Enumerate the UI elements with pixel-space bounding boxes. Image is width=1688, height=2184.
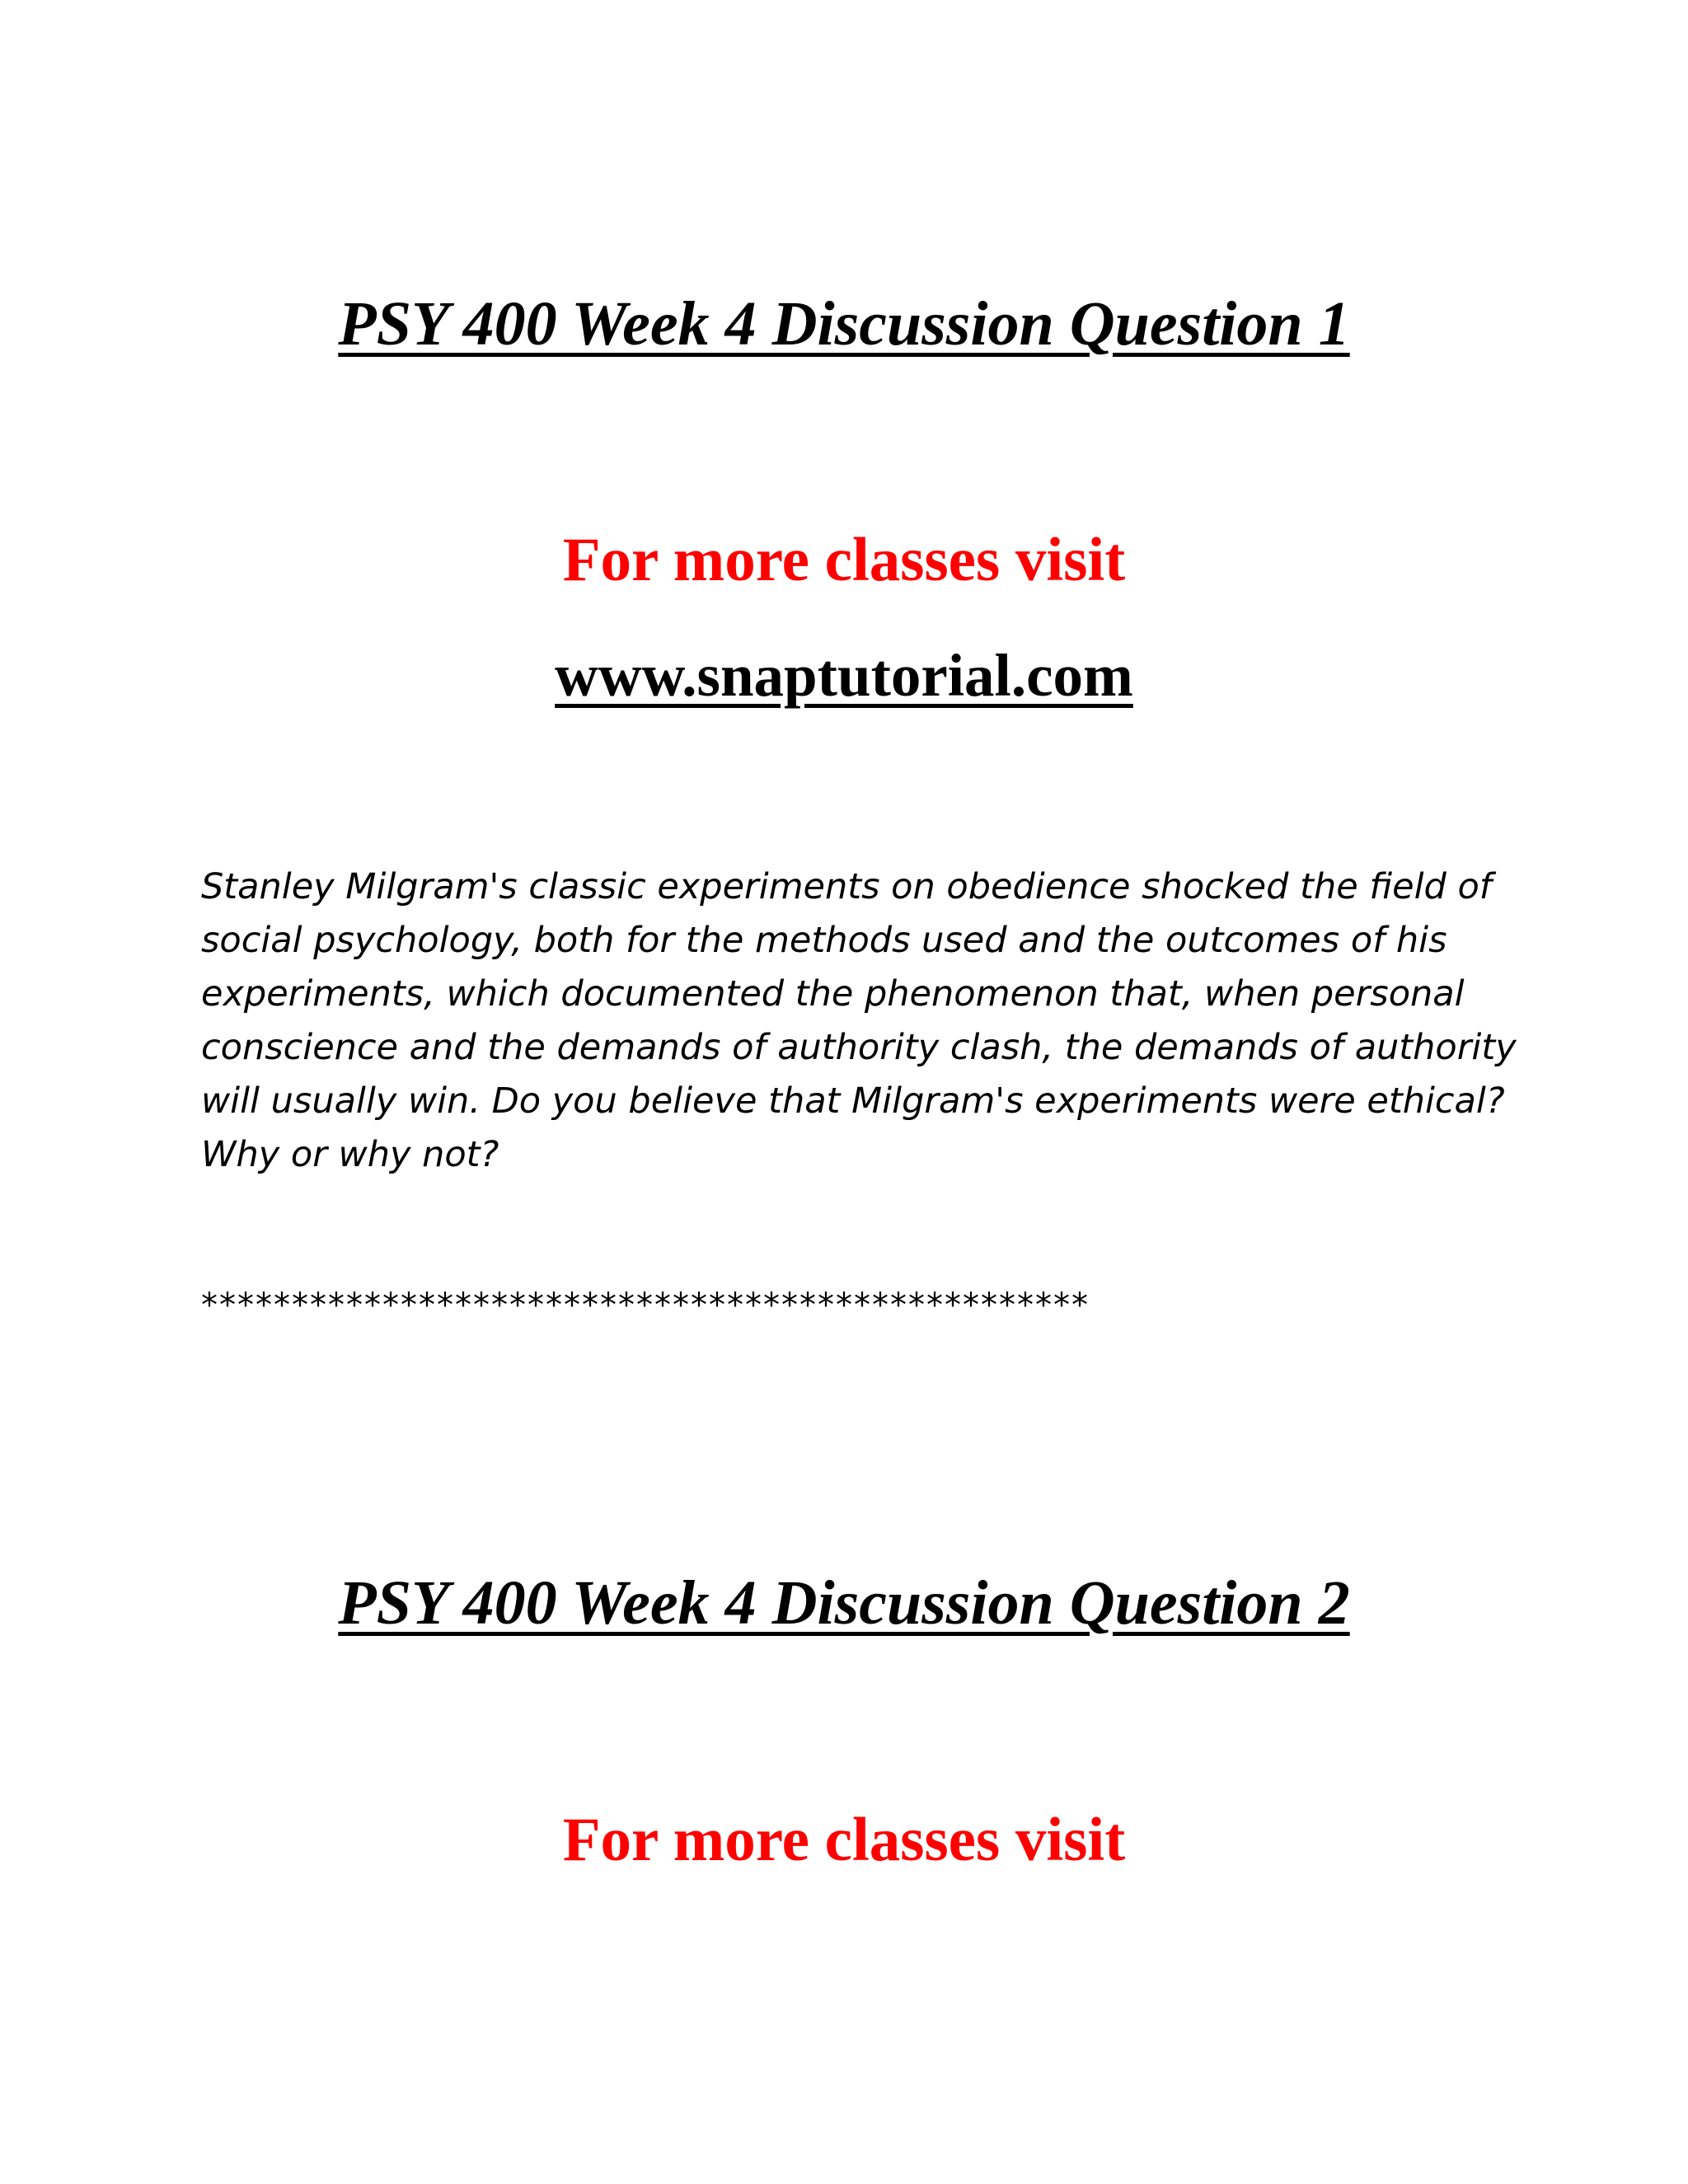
section-2-heading [0,1562,1688,1644]
section-1-url-link[interactable] [0,635,1688,717]
section-separator: ************************************************* [201,1286,1090,1324]
section-1-heading [0,283,1688,365]
section-1-question-text: Stanley Milgram's classic experiments on obedience shocked the field of social psychology, both for the methods used and the outcomes of his experiments, which documented the phenomenon that, when personal conscience and the demands of authority clash, the demands of authority will usually win. Do you believe that Milgram's experiments were ethical? Why or why not? [201,866,1517,1175]
section-1-visit-label: For more classes visit [562,526,1126,594]
section-2-visit-label: For more classes visit [562,1806,1126,1874]
section-1-url-text[interactable]: www.snaptutorial.com [555,642,1133,709]
section-1-heading-text: PSY 400 Week 4 Discussion Question 1 [338,289,1350,359]
section-2-heading-text: PSY 400 Week 4 Discussion Question 2 [338,1568,1350,1638]
